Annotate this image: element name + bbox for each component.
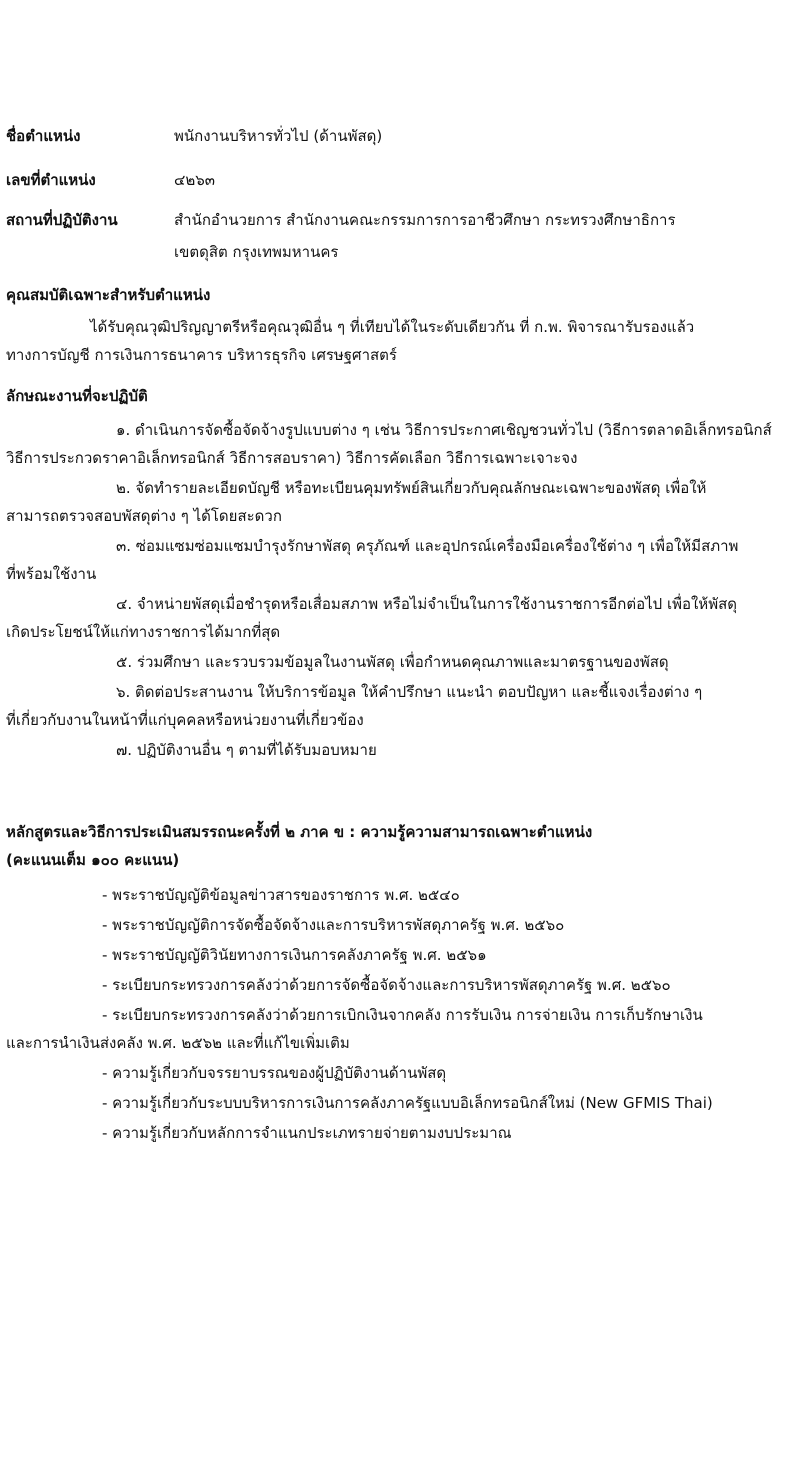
assessment-item-line-1: - ความรู้เกี่ยวกับจรรยาบรรณของผู้ปฏิบัติงานด้านพัสดุ [102,1064,447,1082]
duties-heading: ลักษณะงานที่จะปฏิบัติ [6,387,148,405]
duty-item-line-1: ๔. จำหน่ายพัสดุเมื่อชำรุดหรือเสื่อมสภาพ หรือไม่จำเป็นในการใช้งานราชการอีกต่อไป เพื่อให้พัสดุ [116,595,737,613]
qualifications-heading: คุณสมบัติเฉพาะสำหรับตำแหน่ง [6,286,211,304]
duty-item-line-2: สามารถตรวจสอบพัสดุต่าง ๆ ได้โดยสะดวก [6,507,282,525]
assessment-item [6,1001,790,1059]
duties-list [6,416,790,766]
position-title-label: ชื่อตำแหน่ง [6,127,81,145]
qualifications-line-2: ทางการบัญชี การเงินการธนาคาร บริหารธุรกิจ เศรษฐศาสตร์ [6,346,397,364]
duty-item-line-2: เกิดประโยชน์ให้แก่ทางราชการได้มากที่สุด [6,623,281,641]
assessment-heading-line-1: หลักสูตรและวิธีการประเมินสมรรถนะครั้งที่ ๒ ภาค ข : ความรู้ความสามารถเฉพาะตำแหน่ง [6,823,593,841]
duty-item [6,474,790,532]
assessment-item [6,1089,790,1119]
assessment-item [6,881,790,911]
assessment-item-line-1: - พระราชบัญญัติวินัยทางการเงินการคลังภาครัฐ พ.ศ. ๒๕๖๑ [102,946,487,964]
assessment-item-line-1: - ความรู้เกี่ยวกับระบบบริหารการเงินการคลังภาครัฐแบบอิเล็กทรอนิกส์ใหม่ (New GFMIS Thai) [102,1094,713,1112]
work-location-value [174,206,774,266]
duty-item [6,416,790,474]
assessment-item [6,1059,790,1089]
duty-item [6,532,790,590]
position-number-label: เลขที่ตำแหน่ง [6,171,96,189]
duty-item-line-1: ๓. ซ่อมแซมซ่อมแซมบำรุงรักษาพัสดุ ครุภัณฑ์ และอุปกรณ์เครื่องมือเครื่องใช้ต่าง ๆ เพื่อให้มีสภาพ [116,537,739,555]
position-title-value: พนักงานบริหารทั่วไป (ด้านพัสดุ) [174,127,383,145]
assessment-item-line-2: และการนำเงินส่งคลัง พ.ศ. ๒๕๖๒ และที่แก้ไขเพิ่มเติม [6,1034,350,1052]
assessment-item-line-1: - พระราชบัญญัติข้อมูลข่าวสารของราชการ พ.ศ. ๒๕๔๐ [102,886,460,904]
duty-item [6,590,790,648]
qualifications-line-1: ได้รับคุณวุฒิปริญญาตรีหรือคุณวุฒิอื่น ๆ ที่เทียบได้ในระดับเดียวกัน ที่ ก.พ. พิจารณารับรองแล้ว [90,318,695,336]
qualifications-text [6,313,790,369]
assessment-item-line-1: - พระราชบัญญัติการจัดซื้อจัดจ้างและการบริหารพัสดุภาครัฐ พ.ศ. ๒๕๖๐ [102,916,565,934]
work-location-label: สถานที่ปฏิบัติงาน [6,211,118,229]
duty-item-line-1: ๖. ติดต่อประสานงาน ให้บริการข้อมูล ให้คำปรึกษา แนะนำ ตอบปัญหา และชี้แจงเรื่องต่าง ๆ [116,683,703,701]
assessment-heading [6,818,592,874]
assessment-heading-line-2: (คะแนนเต็ม ๑๐๐ คะแนน) [6,851,180,869]
duty-item-line-2: ที่เกี่ยวกับงานในหน้าที่แก่บุคคลหรือหน่วยงานที่เกี่ยวข้อง [6,711,364,729]
assessment-item-line-1: - ระเบียบกระทรวงการคลังว่าด้วยการเบิกเงินจากคลัง การรับเงิน การจ่ายเงิน การเก็บรักษาเงิน [102,1006,703,1024]
duty-item [6,678,790,736]
assessment-item [6,971,790,1001]
duty-item [6,648,790,678]
assessment-item [6,941,790,971]
duty-item [6,736,790,766]
assessment-item [6,911,790,941]
assessment-item-line-1: - ความรู้เกี่ยวกับหลักการจำแนกประเภทรายจ่ายตามงบประมาณ [102,1124,512,1142]
assessment-item [6,1119,790,1149]
work-location-line-1: สำนักอำนวยการ สำนักงานคณะกรรมการการอาชีวศึกษา กระทรวงศึกษาธิการ [174,211,676,229]
assessment-item-line-1: - ระเบียบกระทรวงการคลังว่าด้วยการจัดซื้อจัดจ้างและการบริหารพัสดุภาครัฐ พ.ศ. ๒๕๖๐ [102,976,671,994]
duty-item-line-2: วิธีการประกวดราคาอิเล็กทรอนิกส์ วิธีการสอบราคา) วิธีการคัดเลือก วิธีการเฉพาะเจาะจง [6,449,578,467]
duty-item-line-2: ที่พร้อมใช้งาน [6,565,97,583]
duty-item-line-1: ๗. ปฏิบัติงานอื่น ๆ ตามที่ได้รับมอบหมาย [116,741,377,759]
duty-item-line-1: ๑. ดำเนินการจัดซื้อจัดจ้างรูปแบบต่าง ๆ เช่น วิธีการประกาศเชิญชวนทั่วไป (วิธีการตลาดอิเล็กทรอนิกส์ [116,421,772,439]
duty-item-line-1: ๕. ร่วมศึกษา และรวบรวมข้อมูลในงานพัสดุ เพื่อกำหนดคุณภาพและมาตรฐานของพัสดุ [116,653,669,671]
work-location-line-2: เขตดุสิต กรุงเทพมหานคร [174,243,339,261]
duty-item-line-1: ๒. จัดทำรายละเอียดบัญชี หรือทะเบียนคุมทรัพย์สินเกี่ยวกับคุณลักษณะเฉพาะของพัสดุ เพื่อให้ [116,479,707,497]
assessment-list [6,881,790,1149]
position-number-value: ๔๒๖๓ [174,171,216,189]
